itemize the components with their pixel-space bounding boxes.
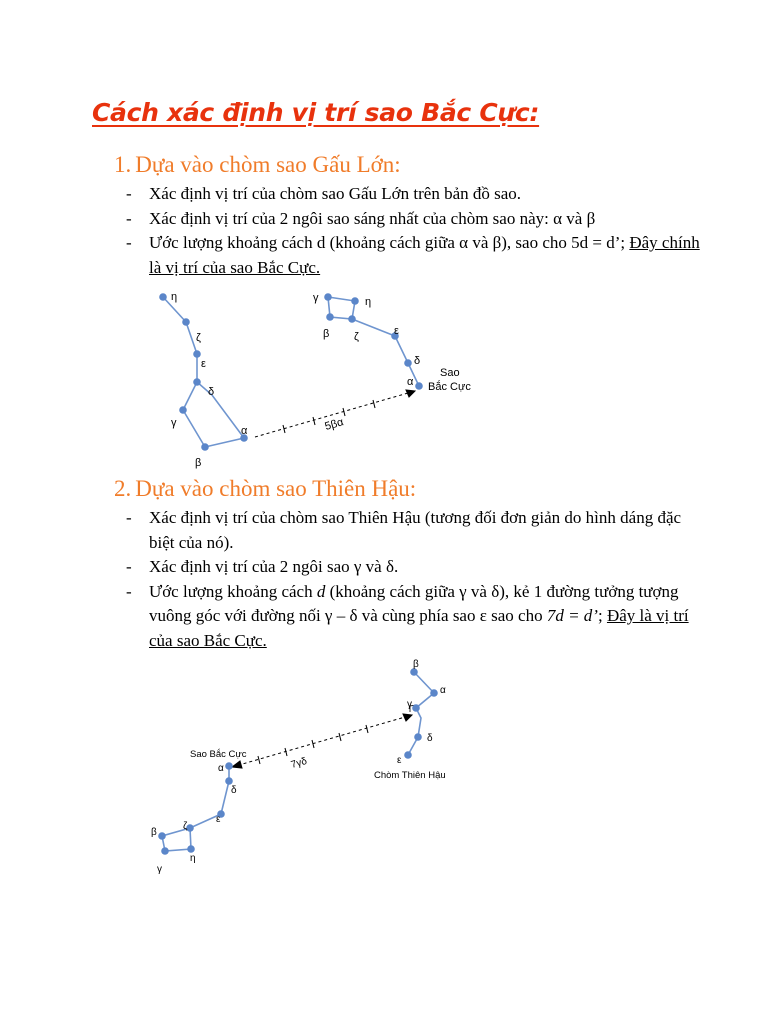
label: γ [157, 864, 162, 875]
label: α [440, 685, 446, 696]
bullet-text: Xác định vị trí của chòm sao Gấu Lớn trên bản đồ sao. [149, 184, 522, 203]
label: ζ [196, 332, 201, 344]
dash-icon: - [126, 581, 132, 601]
label: ε [397, 755, 402, 766]
label: ζ [183, 821, 188, 832]
bullet-text: Ước lượng khoảng cách d (khoảng cách giữa α và β), sao cho 5d = d’; [149, 233, 630, 252]
distance-label: 5βα [323, 416, 345, 433]
section-number: 1. [114, 152, 132, 177]
label: γ [407, 699, 412, 710]
dash-icon: - [126, 208, 132, 228]
arrowhead-icon [403, 714, 412, 721]
star-ld-eta [187, 845, 195, 853]
label: η [365, 296, 372, 308]
label: ε [394, 325, 399, 337]
label: δ [208, 386, 215, 398]
dash-icon: - [126, 184, 132, 203]
little-dipper-lines [162, 766, 229, 851]
label: β [195, 457, 202, 469]
star-cas-delta [414, 733, 422, 741]
emphasis-text: Đây chính là vị trí của sao Bắc Cực. [149, 233, 700, 277]
section-number: 2. [114, 476, 132, 501]
bullet-text: Xác định vị trí của 2 ngôi sao γ và δ. [149, 557, 399, 576]
label: α [241, 425, 248, 437]
label: ζ [354, 331, 359, 343]
star-ld-beta [158, 832, 166, 840]
label: δ [414, 355, 421, 367]
page-title: Cách xác định vị trí sao Bắc Cực: [92, 98, 540, 127]
label: δ [427, 733, 433, 744]
star-polaris [225, 762, 233, 770]
label: γ [171, 417, 177, 429]
star-cas-gamma [412, 704, 420, 712]
section-title: Dựa vào chòm sao Gấu Lớn: [135, 152, 401, 177]
label: β [413, 659, 419, 670]
bullet-text: Xác định vị trí của 2 ngôi sao sáng nhất của chòm sao này: α và β [149, 208, 596, 228]
bullet-text: d [316, 581, 326, 601]
label: β [323, 328, 330, 340]
target-label: Sao Bắc Cực [190, 749, 247, 760]
dash-icon: - [126, 233, 132, 252]
label: α [218, 763, 224, 774]
star-ld-delta [225, 777, 233, 785]
label: δ [231, 785, 237, 796]
star-ld-gamma [161, 847, 169, 855]
section-title: Dựa vào chòm sao Thiên Hậu: [135, 476, 417, 501]
star-cas-epsilon [404, 751, 412, 759]
star-cas-alpha [430, 689, 438, 697]
distance-label: 7γδ [289, 755, 309, 771]
label: η [190, 853, 196, 864]
arrowhead-icon [232, 761, 242, 768]
dash-icon: - [126, 508, 132, 527]
label: γ [313, 292, 319, 304]
bullet-text: (khoảng cách giữa γ và δ), kẻ 1 đường tưởng tượng vuông góc với đường nối γ – δ và cùng phía sao ε sao cho [149, 581, 679, 625]
emphasis-text: Đây là vị trí của sao Bắc Cực. [149, 606, 689, 650]
bullet-text: ; [597, 606, 607, 625]
label: η [171, 291, 178, 303]
bullet-text: Ước lượng khoảng cách [149, 581, 317, 601]
constellation-label: Chòm Thiên Hậu [374, 770, 446, 781]
label: β [151, 827, 157, 838]
label: ε [216, 814, 221, 825]
bullet-text: Xác định vị trí của chòm sao Thiên Hậu (tương đối đơn giản do hình dáng đặc biệt của nó). [149, 508, 682, 552]
dash-icon: - [126, 557, 132, 576]
label: ε [201, 358, 206, 370]
bullet-text: 7d = d’ [546, 606, 598, 625]
target-label: Bắc Cực [428, 381, 471, 393]
target-label: Sao [440, 367, 460, 379]
label: α [407, 376, 414, 388]
